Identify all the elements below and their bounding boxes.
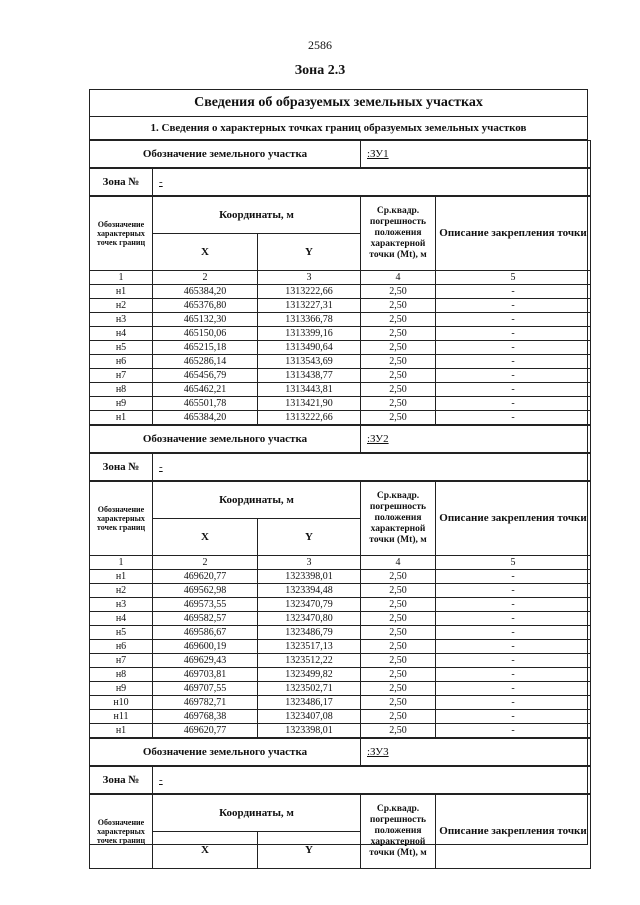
plot-header-table <box>89 425 591 453</box>
plot-designation-row <box>90 426 591 453</box>
x-coordinate: 469707,55 <box>153 682 258 696</box>
description-value: - <box>436 397 591 411</box>
column-number: 1 <box>90 556 153 570</box>
column-number: 2 <box>153 556 258 570</box>
x-coordinate: 465215,18 <box>153 341 258 355</box>
y-coordinate: 1313490,64 <box>258 341 361 355</box>
point-id: н8 <box>90 383 153 397</box>
x-coordinate: 465384,20 <box>153 411 258 425</box>
zone-value: - <box>153 169 591 196</box>
column-number: 2 <box>153 271 258 285</box>
y-coordinate: 1313366,78 <box>258 313 361 327</box>
x-coordinate: 469620,77 <box>153 724 258 738</box>
description-value: - <box>436 285 591 299</box>
point-id: н10 <box>90 696 153 710</box>
point-id: н6 <box>90 640 153 654</box>
table-row <box>90 598 591 612</box>
point-id: н3 <box>90 313 153 327</box>
column-number-row <box>90 556 591 570</box>
x-coordinate: 469586,67 <box>153 626 258 640</box>
precision-value: 2,50 <box>361 724 436 738</box>
point-id: н4 <box>90 612 153 626</box>
description-value: - <box>436 654 591 668</box>
x-coordinate: 469582,57 <box>153 612 258 626</box>
point-id: н1 <box>90 724 153 738</box>
plot-number: :ЗУ1 <box>361 141 591 168</box>
plot-section <box>90 140 587 425</box>
precision-value: 2,50 <box>361 598 436 612</box>
description-value: - <box>436 668 591 682</box>
x-header: X <box>153 519 258 556</box>
description-value: - <box>436 299 591 313</box>
description-value: - <box>436 313 591 327</box>
column-header-row <box>90 482 591 519</box>
point-id: н5 <box>90 626 153 640</box>
y-coordinate: 1313227,31 <box>258 299 361 313</box>
y-coordinate: 1313438,77 <box>258 369 361 383</box>
table-row <box>90 682 591 696</box>
description-value: - <box>436 682 591 696</box>
x-coordinate: 465456,79 <box>153 369 258 383</box>
coordinates-table <box>89 196 591 425</box>
point-id: н1 <box>90 570 153 584</box>
zone-value: - <box>153 454 591 481</box>
precision-value: 2,50 <box>361 411 436 425</box>
y-coordinate: 1323470,80 <box>258 612 361 626</box>
precision-value: 2,50 <box>361 355 436 369</box>
x-coordinate: 465150,06 <box>153 327 258 341</box>
description-value: - <box>436 383 591 397</box>
precision-value: 2,50 <box>361 299 436 313</box>
zone-table <box>89 453 591 481</box>
table-row <box>90 626 591 640</box>
precision-value: 2,50 <box>361 383 436 397</box>
x-coordinate: 465462,21 <box>153 383 258 397</box>
table-row <box>90 696 591 710</box>
plot-section <box>90 425 587 738</box>
y-coordinate: 1323407,08 <box>258 710 361 724</box>
x-coordinate: 469629,43 <box>153 654 258 668</box>
sections-container <box>90 140 587 869</box>
y-coordinate: 1323499,82 <box>258 668 361 682</box>
description-value: - <box>436 570 591 584</box>
plot-designation-row <box>90 141 591 168</box>
x-header: X <box>153 234 258 271</box>
precision-value: 2,50 <box>361 696 436 710</box>
table-row <box>90 397 591 411</box>
y-coordinate: 1313443,81 <box>258 383 361 397</box>
zone-row <box>90 169 591 196</box>
description-value: - <box>436 584 591 598</box>
y-coordinate: 1323502,71 <box>258 682 361 696</box>
table-row <box>90 668 591 682</box>
table-row <box>90 584 591 598</box>
zone-label: Зона № <box>90 767 153 794</box>
precision-value: 2,50 <box>361 654 436 668</box>
column-number: 4 <box>361 271 436 285</box>
point-id: н4 <box>90 327 153 341</box>
point-column-header: Обозначение характерных точек границ <box>90 795 153 869</box>
precision-value: 2,50 <box>361 341 436 355</box>
table-row <box>90 710 591 724</box>
y-coordinate: 1323512,22 <box>258 654 361 668</box>
y-coordinate: 1323398,01 <box>258 570 361 584</box>
zone-title: Зона 2.3 <box>294 63 346 78</box>
coordinates-table <box>89 481 591 738</box>
plot-header-table <box>89 738 591 766</box>
plot-header-table <box>89 140 591 168</box>
y-header: Y <box>258 234 361 271</box>
description-value: - <box>436 369 591 383</box>
point-id: н9 <box>90 397 153 411</box>
x-coordinate: 465501,78 <box>153 397 258 411</box>
plot-number: :ЗУ3 <box>361 739 591 766</box>
x-coordinate: 469620,77 <box>153 570 258 584</box>
y-coordinate: 1313543,69 <box>258 355 361 369</box>
zone-table <box>89 168 591 196</box>
zone-label: Зона № <box>90 169 153 196</box>
column-number: 3 <box>258 556 361 570</box>
precision-value: 2,50 <box>361 682 436 696</box>
x-coordinate: 465376,80 <box>153 299 258 313</box>
table-row <box>90 612 591 626</box>
point-id: н2 <box>90 584 153 598</box>
table-row <box>90 640 591 654</box>
land-plots-table <box>89 89 588 858</box>
description-value: - <box>436 355 591 369</box>
x-coordinate: 469782,71 <box>153 696 258 710</box>
table-row <box>90 355 591 369</box>
point-column-header: Обозначение характерных точек границ <box>90 482 153 556</box>
table-row <box>90 341 591 355</box>
table-row <box>90 313 591 327</box>
x-coordinate: 469600,19 <box>153 640 258 654</box>
coordinates-header: Координаты, м <box>153 482 361 519</box>
point-id: н7 <box>90 369 153 383</box>
sub-header: 1. Сведения о характерных точках границ образуемых земельных участков <box>90 117 587 140</box>
column-number: 3 <box>258 271 361 285</box>
column-number: 5 <box>436 556 591 570</box>
description-header: Описание закрепления точки <box>436 795 591 869</box>
precision-value: 2,50 <box>361 570 436 584</box>
y-coordinate: 1313399,16 <box>258 327 361 341</box>
description-value: - <box>436 626 591 640</box>
precision-value: 2,50 <box>361 369 436 383</box>
description-value: - <box>436 696 591 710</box>
description-value: - <box>436 640 591 654</box>
description-value: - <box>436 327 591 341</box>
plot-designation-row <box>90 739 591 766</box>
x-coordinate: 469768,38 <box>153 710 258 724</box>
y-coordinate: 1323517,13 <box>258 640 361 654</box>
y-coordinate: 1313222,66 <box>258 411 361 425</box>
description-value: - <box>436 598 591 612</box>
precision-value: 2,50 <box>361 327 436 341</box>
y-coordinate: 1323398,01 <box>258 724 361 738</box>
x-coordinate: 469573,55 <box>153 598 258 612</box>
coordinates-header: Координаты, м <box>153 197 361 234</box>
zone-row <box>90 767 591 794</box>
x-coordinate: 465286,14 <box>153 355 258 369</box>
point-column-header: Обозначение характерных точек границ <box>90 197 153 271</box>
x-coordinate: 469562,98 <box>153 584 258 598</box>
description-value: - <box>436 710 591 724</box>
precision-header: Ср.квадр. погрешность положения характерной точки (Mt), м <box>361 795 436 869</box>
plot-number: :ЗУ2 <box>361 426 591 453</box>
point-id: н7 <box>90 654 153 668</box>
y-coordinate: 1323470,79 <box>258 598 361 612</box>
table-row <box>90 369 591 383</box>
x-coordinate: 469703,81 <box>153 668 258 682</box>
table-row <box>90 724 591 738</box>
y-header: Y <box>258 519 361 556</box>
y-coordinate: 1323394,48 <box>258 584 361 598</box>
precision-value: 2,50 <box>361 668 436 682</box>
column-number: 1 <box>90 271 153 285</box>
table-row <box>90 327 591 341</box>
x-coordinate: 465132,30 <box>153 313 258 327</box>
x-header: X <box>153 832 258 869</box>
plot-label: Обозначение земельного участка <box>90 739 361 766</box>
plot-label: Обозначение земельного участка <box>90 141 361 168</box>
main-header: Сведения об образуемых земельных участках <box>90 90 587 117</box>
point-id: н3 <box>90 598 153 612</box>
zone-row <box>90 454 591 481</box>
table-row <box>90 654 591 668</box>
page-number: 2586 <box>308 38 332 52</box>
table-row <box>90 285 591 299</box>
point-id: н11 <box>90 710 153 724</box>
column-number-row <box>90 271 591 285</box>
x-coordinate: 465384,20 <box>153 285 258 299</box>
precision-value: 2,50 <box>361 584 436 598</box>
description-value: - <box>436 411 591 425</box>
zone-label: Зона № <box>90 454 153 481</box>
precision-value: 2,50 <box>361 710 436 724</box>
table-row <box>90 411 591 425</box>
table-row <box>90 383 591 397</box>
column-number: 5 <box>436 271 591 285</box>
coordinates-header: Координаты, м <box>153 795 361 832</box>
point-id: н8 <box>90 668 153 682</box>
table-row <box>90 299 591 313</box>
precision-header: Ср.квадр. погрешность положения характерной точки (Mt), м <box>361 197 436 271</box>
plot-section <box>90 738 587 869</box>
precision-value: 2,50 <box>361 397 436 411</box>
description-header: Описание закрепления точки <box>436 482 591 556</box>
description-value: - <box>436 341 591 355</box>
coordinates-table <box>89 794 591 869</box>
table-row <box>90 570 591 584</box>
y-coordinate: 1323486,17 <box>258 696 361 710</box>
point-id: н6 <box>90 355 153 369</box>
point-id: н2 <box>90 299 153 313</box>
description-value: - <box>436 612 591 626</box>
point-id: н1 <box>90 411 153 425</box>
precision-header: Ср.квадр. погрешность положения характерной точки (Mt), м <box>361 482 436 556</box>
point-id: н5 <box>90 341 153 355</box>
precision-value: 2,50 <box>361 285 436 299</box>
y-coordinate: 1313421,90 <box>258 397 361 411</box>
column-header-row <box>90 795 591 832</box>
point-id: н1 <box>90 285 153 299</box>
description-value: - <box>436 724 591 738</box>
y-header: Y <box>258 832 361 869</box>
y-coordinate: 1313222,66 <box>258 285 361 299</box>
zone-value: - <box>153 767 591 794</box>
description-header: Описание закрепления точки <box>436 197 591 271</box>
plot-label: Обозначение земельного участка <box>90 426 361 453</box>
point-id: н9 <box>90 682 153 696</box>
column-number: 4 <box>361 556 436 570</box>
precision-value: 2,50 <box>361 612 436 626</box>
precision-value: 2,50 <box>361 640 436 654</box>
y-coordinate: 1323486,79 <box>258 626 361 640</box>
column-header-row <box>90 197 591 234</box>
precision-value: 2,50 <box>361 313 436 327</box>
zone-table <box>89 766 591 794</box>
precision-value: 2,50 <box>361 626 436 640</box>
